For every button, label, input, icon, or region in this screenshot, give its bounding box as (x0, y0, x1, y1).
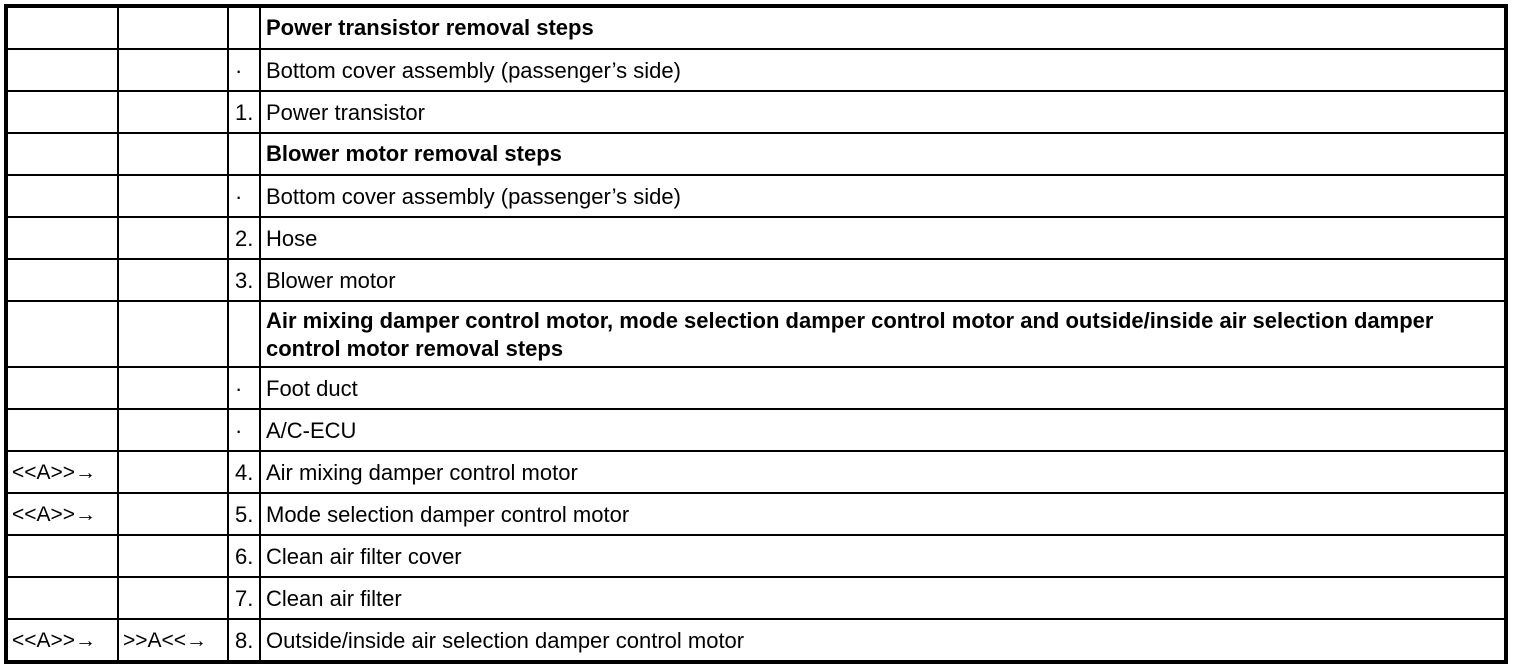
step-description: Outside/inside air selection damper control motor (260, 619, 1506, 662)
step-description: Bottom cover assembly (passenger’s side) (260, 175, 1506, 217)
installation-note (118, 409, 228, 451)
step-description: Hose (260, 217, 1506, 259)
installation-note (118, 217, 228, 259)
section-header: Air mixing damper control motor, mode selection damper control motor and outside/inside air selection damper control motor removal steps (260, 301, 1506, 367)
installation-note (118, 577, 228, 619)
step-description: A/C-ECU (260, 409, 1506, 451)
removal-note (6, 217, 118, 259)
installation-note (118, 91, 228, 133)
step-row (6, 175, 1506, 217)
removal-note (6, 409, 118, 451)
step-description: Clean air filter cover (260, 535, 1506, 577)
removal-note (6, 535, 118, 577)
step-number: 5. (228, 493, 260, 535)
step-description: Power transistor (260, 91, 1506, 133)
removal-note-cell (6, 6, 118, 49)
section-header-row (6, 301, 1506, 367)
step-number-cell (228, 301, 260, 367)
step-description: Air mixing damper control motor (260, 451, 1506, 493)
installation-note (118, 535, 228, 577)
step-row (6, 493, 1506, 535)
step-number-cell (228, 6, 260, 49)
step-row (6, 409, 1506, 451)
removal-note (6, 259, 118, 301)
step-row (6, 535, 1506, 577)
removal-note (6, 49, 118, 91)
step-description: Bottom cover assembly (passenger’s side) (260, 49, 1506, 91)
step-row (6, 367, 1506, 409)
step-number: 3. (228, 259, 260, 301)
removal-note (6, 367, 118, 409)
installation-note (118, 451, 228, 493)
installation-note (118, 367, 228, 409)
step-row (6, 49, 1506, 91)
step-row (6, 91, 1506, 133)
step-row (6, 259, 1506, 301)
step-number: 4. (228, 451, 260, 493)
removal-note: <<A>>→ (6, 451, 118, 493)
step-row (6, 217, 1506, 259)
installation-note (118, 493, 228, 535)
step-number: 8. (228, 619, 260, 662)
step-number: · (228, 409, 260, 451)
step-description: Mode selection damper control motor (260, 493, 1506, 535)
step-number: 2. (228, 217, 260, 259)
step-number: 7. (228, 577, 260, 619)
section-header: Blower motor removal steps (260, 133, 1506, 175)
step-row (6, 451, 1506, 493)
step-number: 1. (228, 91, 260, 133)
step-number: 6. (228, 535, 260, 577)
removal-note-cell (6, 301, 118, 367)
installation-note-cell (118, 133, 228, 175)
removal-note (6, 91, 118, 133)
step-description: Foot duct (260, 367, 1506, 409)
installation-note (118, 49, 228, 91)
step-description: Clean air filter (260, 577, 1506, 619)
step-number: · (228, 49, 260, 91)
removal-note (6, 175, 118, 217)
installation-note (118, 175, 228, 217)
installation-note-cell (118, 6, 228, 49)
section-header-row (6, 6, 1506, 49)
removal-note-cell (6, 133, 118, 175)
step-row (6, 577, 1506, 619)
step-number-cell (228, 133, 260, 175)
section-header-row (6, 133, 1506, 175)
removal-steps-table (4, 4, 1508, 664)
step-number: · (228, 367, 260, 409)
removal-note: <<A>>→ (6, 619, 118, 662)
section-header: Power transistor removal steps (260, 6, 1506, 49)
step-number: · (228, 175, 260, 217)
installation-note-cell (118, 301, 228, 367)
installation-note (118, 259, 228, 301)
step-row (6, 619, 1506, 662)
installation-note: >>A<<→ (118, 619, 228, 662)
removal-note (6, 577, 118, 619)
step-description: Blower motor (260, 259, 1506, 301)
removal-note: <<A>>→ (6, 493, 118, 535)
